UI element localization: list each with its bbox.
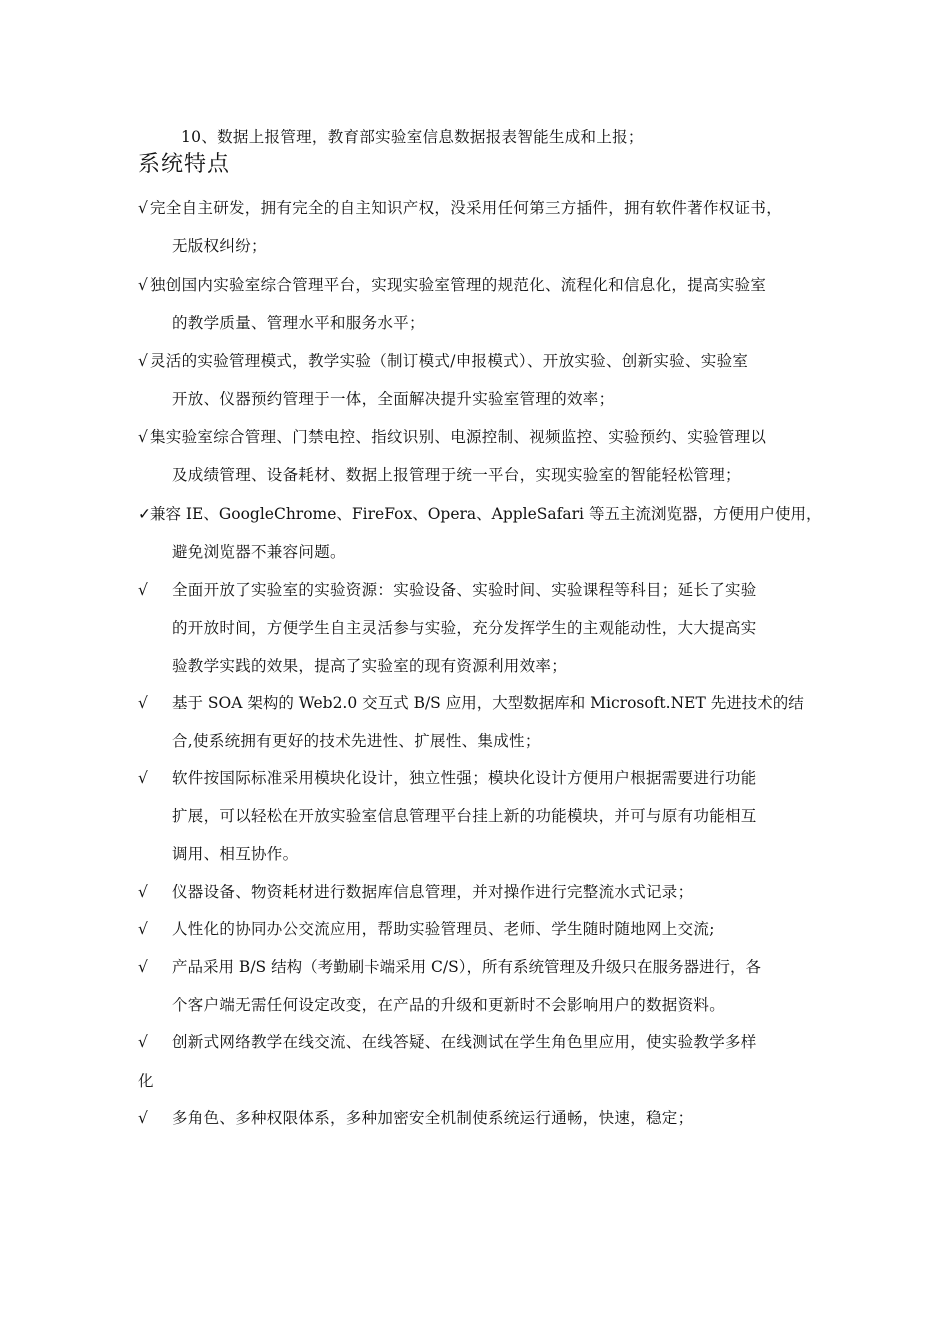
feature-text-line: 基于 SOA 架构的 Web2.0 交互式 B/S 应用，大型数据库和 Microsoft.NET 先进技术的结 [172,694,804,712]
feature-text-line: 仪器设备、物资耗材进行数据库信息管理，并对操作进行完整流水式记录； [172,883,694,901]
feature-text-line: 避免浏览器不兼容问题。 [172,543,346,561]
feature-text-line: 化 [138,1072,154,1090]
feature-text-line: 全面开放了实验室的实验资源：实验设备、实验时间、实验课程等科目；延长了实验 [172,581,757,599]
feature-text-line: 多角色、多种权限体系，多种加密安全机制使系统运行通畅，快速，稳定； [172,1109,694,1127]
section-title: 系统特点 [138,152,231,177]
feature-text-line: 独创国内实验室综合管理平台，实现实验室管理的规范化、流程化和信息化，提高实验室 [150,276,767,294]
check-mark-icon: √ [138,920,149,938]
feature-text-line: 人性化的协同办公交流应用，帮助实验管理员、老师、学生随时随地网上交流; [172,920,715,938]
feature-text-line: 灵活的实验管理模式，教学实验（制订模式/申报模式）、开放实验、创新实验、实验室 [150,352,749,370]
check-mark-icon: √ [138,428,149,446]
check-mark-icon: ✓ [138,505,152,523]
check-mark-icon: √ [138,1109,149,1127]
check-mark-icon: √ [138,276,149,294]
feature-text-line: 集实验室综合管理、门禁电控、指纹识别、电源控制、视频监控、实验预约、实验管理以 [150,428,767,446]
check-mark-icon: √ [138,769,149,787]
feature-text-line: 创新式网络教学在线交流、在线答疑、在线测试在学生角色里应用，使实验教学多样 [172,1033,757,1051]
check-mark-icon: √ [138,352,149,370]
feature-text-line: 兼容 IE、GoogleChrome、FireFox、Opera、AppleSafari 等五主流浏览器，方便用户使用， [150,505,822,523]
feature-text-line: 的开放时间，方便学生自主灵活参与实验，充分发挥学生的主观能动性，大大提高实 [172,619,757,637]
feature-text-line: 的教学质量、管理水平和服务水平； [172,314,425,332]
feature-text-line: 无版权纠纷； [172,237,267,255]
feature-text-line: 开放、仪器预约管理于一体，全面解决提升实验室管理的效率； [172,390,615,408]
check-mark-icon: √ [138,199,149,217]
check-mark-icon: √ [138,1033,149,1051]
feature-text-line: 产品采用 B/S 结构（考勤刷卡端采用 C/S），所有系统管理及升级只在服务器进行，各 [172,958,761,976]
check-mark-icon: √ [138,883,149,901]
check-mark-icon: √ [138,958,149,976]
feature-text-line: 完全自主研发，拥有完全的自主知识产权，没采用任何第三方插件，拥有软件著作权证书， [150,199,783,217]
check-mark-icon: √ [138,694,149,712]
check-mark-icon: √ [138,581,149,599]
intro-item: 10、数据上报管理，教育部实验室信息数据报表智能生成和上报； [181,128,644,146]
feature-text-line: 及成绩管理、设备耗材、数据上报管理于统一平台，实现实验室的智能轻松管理； [172,466,741,484]
feature-text-line: 扩展，可以轻松在开放实验室信息管理平台挂上新的功能模块，并可与原有功能相互 [172,807,757,825]
feature-text-line: 调用、相互协作。 [172,845,299,863]
feature-text-line: 个客户端无需任何设定改变，在产品的升级和更新时不会影响用户的数据资料。 [172,996,726,1014]
feature-text-line: 验教学实践的效果，提高了实验室的现有资源利用效率； [172,657,568,675]
feature-text-line: 合,使系统拥有更好的技术先进性、扩展性、集成性； [172,732,541,750]
feature-text-line: 软件按国际标准采用模块化设计，独立性强；模块化设计方便用户根据需要进行功能 [172,769,757,787]
